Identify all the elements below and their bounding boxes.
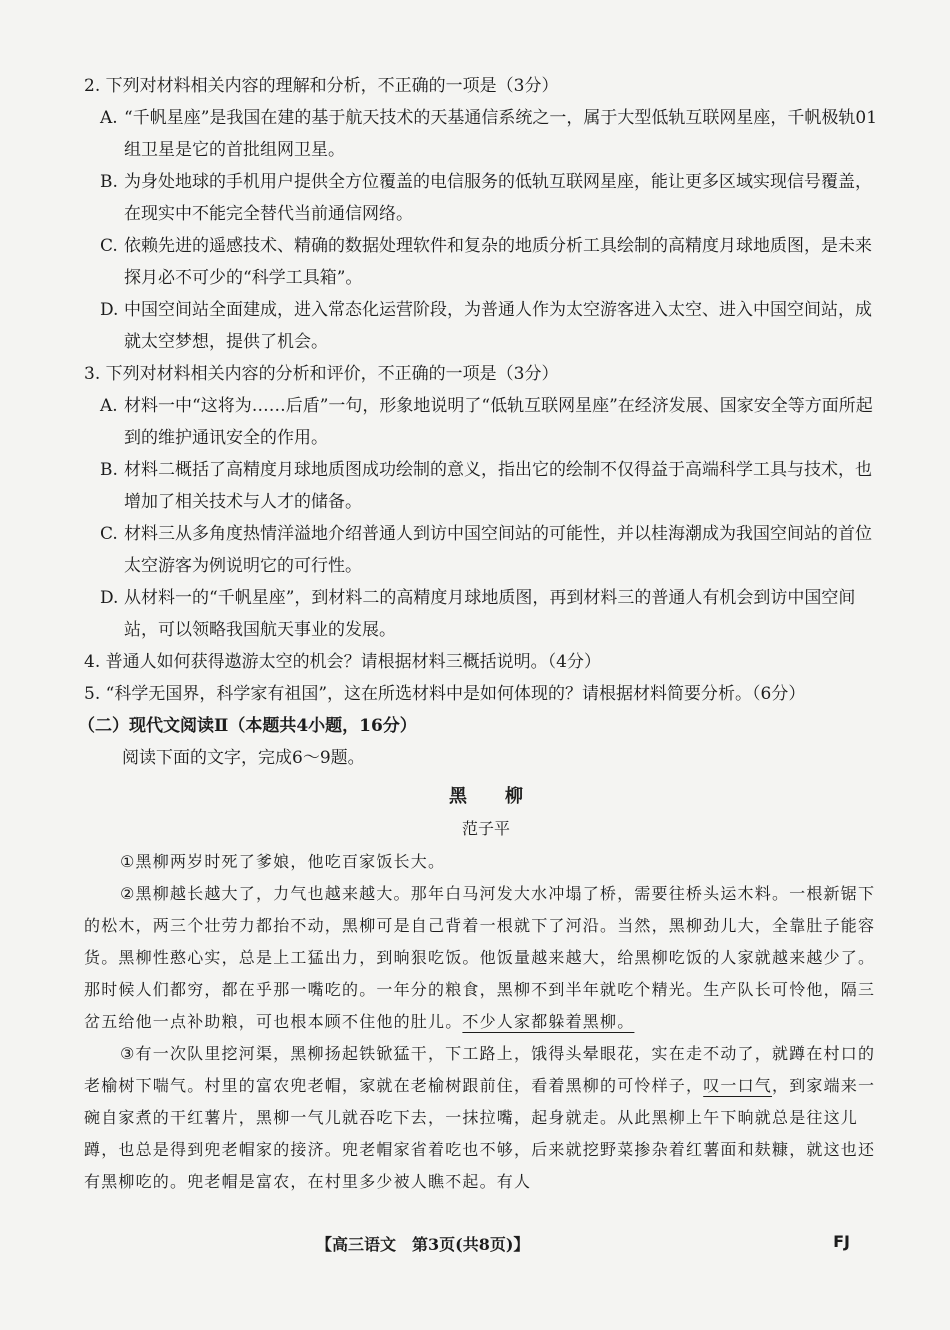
page-footer — [0, 1232, 950, 1262]
question-4: 4. 普通人如何获得遨游太空的机会？请根据材料三概括说明。（4分） — [84, 652, 601, 672]
option-text: 依赖先进的遥感技术、精确的数据处理软件和复杂的地质分析工具绘制的高精度月球地质图，是未来探月必不可少的“科学工具箱”。 — [124, 236, 872, 288]
reading-instruction: 阅读下面的文字，完成6～9题。 — [122, 748, 365, 768]
footer-code: FJ — [833, 1232, 850, 1251]
option-label: C. — [100, 524, 118, 544]
footer-page-info: 【高三语文 第3页(共8页)】 — [316, 1235, 530, 1254]
option-text: “千帆星座”是我国在建的基于航天技术的天基通信系统之一，属于大型低轨互联网星座，千帆极轨01组卫星是它的首批组网卫星。 — [124, 108, 878, 160]
question-2-stem: 2. 下列对材料相关内容的理解和分析，不正确的一项是（3分） — [84, 76, 559, 96]
question-3-option-a — [84, 390, 888, 454]
paragraph-text: ③有一次队里挖河渠，黑柳扬起铁锨猛干，下工路上，饿得头晕眼花，实在走不动了，就蹲在村口的老榆树下喘气。村里的富农兜老帽，家就在老榆树跟前住，看着黑柳的可怜样子， — [84, 1044, 876, 1095]
option-label: C. — [100, 236, 118, 256]
option-label: B. — [100, 460, 118, 480]
story-paragraph-2 — [84, 878, 888, 1038]
question-3-option-b — [84, 454, 888, 518]
option-label: D. — [100, 300, 119, 320]
option-text: 材料二概括了高精度月球地质图成功绘制的意义，指出它的绘制不仅得益于高端科学工具与技术，也增加了相关技术与人才的储备。 — [124, 460, 872, 512]
story-paragraph-3 — [84, 1038, 888, 1198]
question-3-option-d — [84, 582, 888, 646]
paragraph-text: ②黑柳越长越大了，力气也越来越大。那年白马河发大水冲塌了桥，需要往桥头运木料。一根新锯下的松木，两三个壮劳力都抬不动，黑柳可是自己背着一根就下了河沿。当然，黑柳劲儿大，全靠肚子能容货。黑柳性憨心实，总是上工猛出力，到晌狠吃饭。他饭量越来越大，给黑柳吃饭的人家就越来越少了。那时候人们都穷，都在乎那一嘴吃的。一年分的粮食，黑柳不到半年就吃个精光。生产队长可怜他，隔三岔五给他一点补助粮，可也根本顾不住他的肚儿。 — [84, 884, 876, 1031]
question-3-stem: 3. 下列对材料相关内容的分析和评价，不正确的一项是（3分） — [84, 364, 559, 384]
option-label: B. — [100, 172, 118, 192]
story-title: 黑柳 — [449, 786, 561, 807]
underlined-sentence: 不少人家都躲着黑柳。 — [462, 1012, 635, 1031]
option-label: A. — [100, 396, 118, 416]
question-2-option-d — [84, 294, 888, 358]
question-2-option-b — [84, 166, 888, 230]
story-author: 范子平 — [461, 819, 510, 838]
underlined-phrase: 叹一口气 — [703, 1076, 773, 1095]
option-text: 中国空间站全面建成，进入常态化运营阶段，为普通人作为太空游客进入太空、进入中国空间站，成就太空梦想，提供了机会。 — [124, 300, 872, 352]
option-text: 材料一中“这将为……后盾”一句，形象地说明了“低轨互联网星座”在经济发展、国家安全等方面所起到的维护通讯安全的作用。 — [124, 396, 873, 448]
paragraph-text-continued: ，到家端来一碗自家煮的干红薯片，黑柳一气儿就吞吃下去，一抹拉嘴，起身就走。从此黑柳上午下晌就总是往这儿蹲，也总是得到兜老帽家的接济。兜老帽家省着吃也不够，后来就挖野菜掺杂着红薯面和麸糠，就这也还有黑柳吃的。兜老帽是富农，在村里多少被人瞧不起。有人 — [84, 1076, 876, 1191]
question-3-option-c — [84, 518, 888, 582]
story-paragraph-1: ①黑柳两岁时死了爹娘，他吃百家饭长大。 — [120, 852, 446, 871]
question-2-option-a — [84, 102, 888, 166]
option-text: 为身处地球的手机用户提供全方位覆盖的电信服务的低轨互联网星座，能让更多区域实现信号覆盖，在现实中不能完全替代当前通信网络。 — [124, 172, 872, 224]
question-2-option-c — [84, 230, 888, 294]
section-heading: （二）现代文阅读Ⅱ（本题共4小题，16分） — [78, 716, 417, 736]
question-5: 5. “科学无国界，科学家有祖国”，这在所选材料中是如何体现的？请根据材料简要分析。（6分） — [84, 684, 806, 704]
option-label: A. — [100, 108, 118, 128]
option-text: 材料三从多角度热情洋溢地介绍普通人到访中国空间站的可能性，并以桂海潮成为我国空间站的首位太空游客为例说明它的可行性。 — [124, 524, 872, 576]
option-label: D. — [100, 588, 119, 608]
option-text: 从材料一的“千帆星座”，到材料二的高精度月球地质图，再到材料三的普通人有机会到访中国空间站，可以领略我国航天事业的发展。 — [124, 588, 856, 640]
